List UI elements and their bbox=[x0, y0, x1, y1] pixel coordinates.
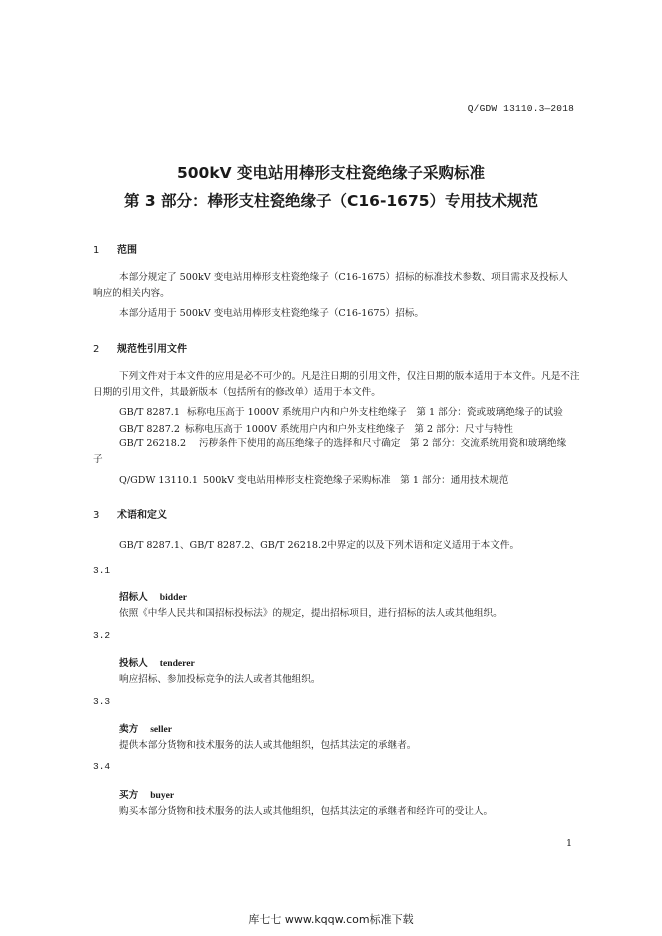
terms-intro: GB/T 8287.1、GB/T 8287.2、GB/T 26218.2中界定的以及下列术语和定义适用于本文件。 bbox=[119, 540, 520, 551]
section-title: 范围 bbox=[117, 245, 137, 256]
term-en: bidder bbox=[159, 592, 187, 603]
document-subtitle: 第 3 部分：棒形支柱瓷绝缘子（C16-1675）专用技术规范 bbox=[123, 192, 539, 210]
term-heading bbox=[119, 589, 187, 603]
reference-item bbox=[119, 421, 513, 435]
term-zh: 招标人 bbox=[119, 592, 148, 603]
term-definition: 依照《中华人民共和国招标投标法》的规定，提出招标项目，进行招标的法人或其他组织。 bbox=[119, 608, 503, 619]
section-3-heading bbox=[93, 506, 167, 521]
section-title: 规范性引用文件 bbox=[117, 344, 187, 355]
footer-watermark: 库七七 www.kqqw.com标准下载 bbox=[248, 913, 414, 926]
reference-title: 污秽条件下使用的高压绝缘子的选择和尺寸确定 第 2 部分：交流系统用瓷和玻璃绝缘子 bbox=[93, 438, 567, 465]
term-heading bbox=[119, 655, 195, 669]
section-title: 术语和定义 bbox=[117, 510, 167, 521]
reference-title: 标称电压高于 1000V 系统用户内和户外支柱绝缘子 第 2 部分：尺寸与特性 bbox=[185, 424, 513, 435]
section-2-heading bbox=[93, 340, 187, 355]
section-number: 2 bbox=[93, 344, 100, 355]
section-number: 3 bbox=[93, 510, 100, 521]
reference-code: Q/GDW 13110.1 bbox=[119, 475, 199, 486]
section-number: 1 bbox=[93, 245, 100, 256]
scope-paragraph-1: 本部分规定了 500kV 变电站用棒形支柱瓷绝缘子（C16-1675）招标的标准技术参数、项目需求及投标人响应的相关内容。 bbox=[93, 272, 568, 299]
term-en: tenderer bbox=[159, 658, 195, 669]
reference-title: 500kV 变电站用棒形支柱瓷绝缘子采购标准 第 1 部分：通用技术规范 bbox=[203, 475, 509, 486]
term-heading bbox=[119, 721, 172, 735]
reference-item bbox=[93, 436, 573, 468]
references-intro: 下列文件对于本文件的应用是必不可少的。凡是注日期的引用文件，仅注日期的版本适用于本文件。凡是不注日期的引用文件，其最新版本（包括所有的修改单）适用于本文件。 bbox=[93, 371, 580, 398]
reference-code: GB/T 26218.2 bbox=[119, 438, 187, 449]
reference-item bbox=[119, 472, 508, 486]
term-heading bbox=[119, 787, 174, 801]
term-definition: 购买本部分货物和技术服务的法人或其他组织，包括其法定的承继者和经许可的受让人。 bbox=[119, 806, 494, 817]
term-zh: 买方 bbox=[119, 790, 139, 801]
page-number: 1 bbox=[566, 838, 573, 849]
term-en: buyer bbox=[150, 790, 175, 801]
term-number: 3.4 bbox=[93, 761, 111, 772]
document-title: 500kV 变电站用棒形支柱瓷绝缘子采购标准 bbox=[176, 164, 486, 182]
term-zh: 投标人 bbox=[119, 658, 148, 669]
term-number: 3.2 bbox=[93, 630, 111, 641]
reference-title: 标称电压高于 1000V 系统用户内和户外支柱绝缘子 第 1 部分：瓷或玻璃绝缘子的试验 bbox=[187, 407, 563, 418]
reference-item bbox=[119, 404, 563, 418]
term-zh: 卖方 bbox=[119, 724, 139, 735]
term-definition: 响应招标、参加投标竞争的法人或者其他组织。 bbox=[119, 674, 321, 685]
reference-code: GB/T 8287.1 bbox=[119, 407, 180, 418]
term-number: 3.3 bbox=[93, 696, 111, 707]
term-en: seller bbox=[150, 724, 173, 735]
reference-code: GB/T 8287.2 bbox=[119, 424, 180, 435]
standard-code: Q/GDW 13110.3—2018 bbox=[467, 103, 574, 114]
scope-paragraph-2: 本部分适用于 500kV 变电站用棒形支柱瓷绝缘子（C16-1675）招标。 bbox=[119, 308, 425, 319]
term-number: 3.1 bbox=[93, 565, 111, 576]
section-1-heading bbox=[93, 241, 137, 256]
term-definition: 提供本部分货物和技术服务的法人或其他组织，包括其法定的承继者。 bbox=[119, 740, 417, 751]
